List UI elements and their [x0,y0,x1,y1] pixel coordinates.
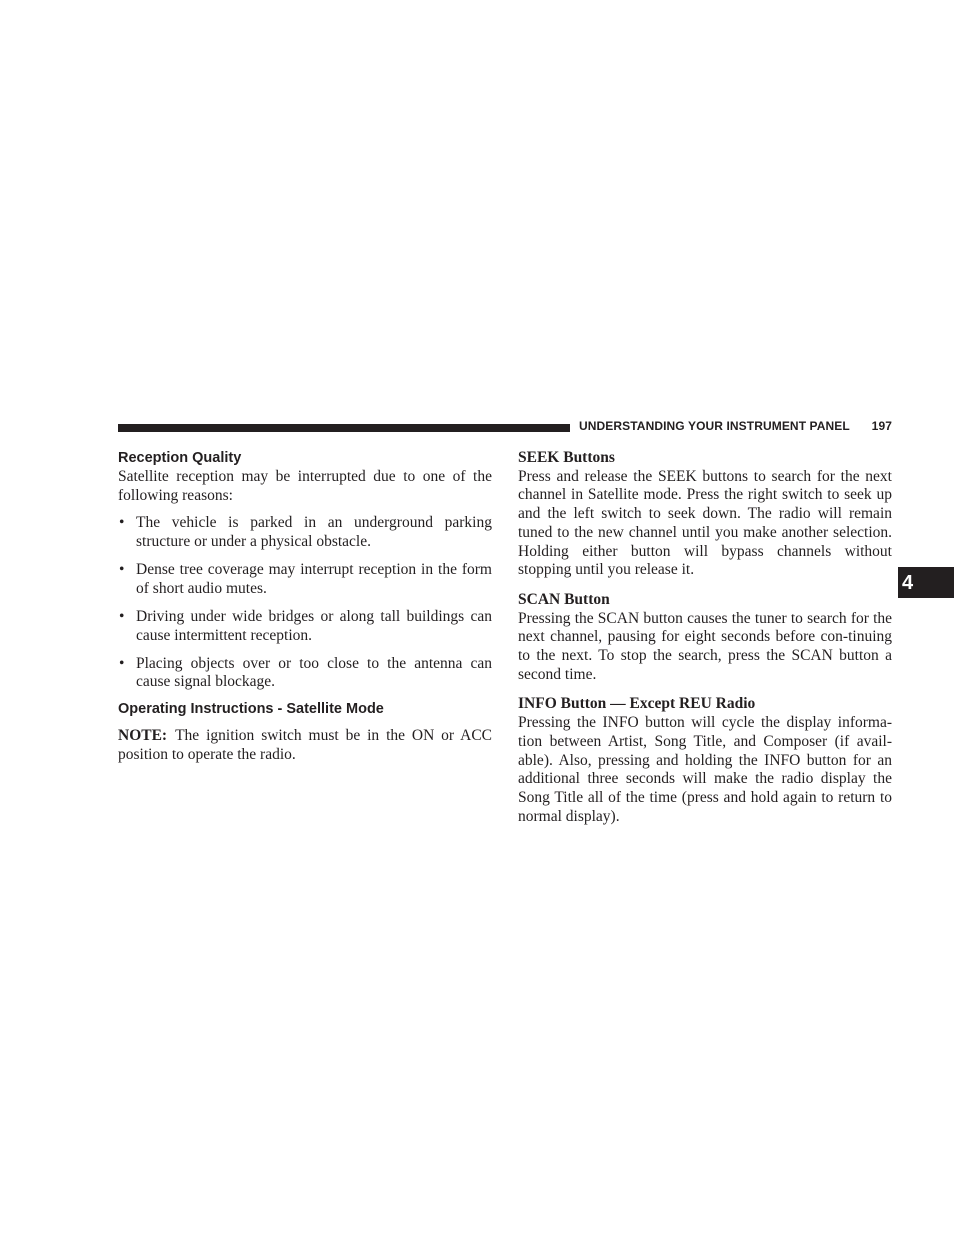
running-header [579,419,892,433]
operating-instructions-heading: Operating Instructions - Satellite Mode [118,701,384,718]
note-label: NOTE: [118,727,168,745]
note-paragraph [118,727,492,764]
info-button-heading: INFO Button — Except REU Radio [518,695,756,713]
page-number: 197 [871,419,892,433]
scan-button-heading: SCAN Button [518,590,610,608]
reception-quality-heading: Reception Quality [118,450,242,466]
left-column [118,446,492,765]
list-item [118,514,492,551]
bullet-text: Driving under wide bridges or along tall buildings can cause intermittent reception. [136,607,492,644]
bullet-icon: • [119,607,125,625]
reception-intro: Satellite reception may be interrupted due to one of the following reasons: [118,468,492,504]
right-column [518,446,892,826]
header-rule [118,424,570,432]
bullet-text: The vehicle is parked in an underground parking structure or under a physical obstacle. [136,514,492,551]
bullet-text: Dense tree coverage may interrupt reception in the form of short audio mutes. [136,561,492,597]
note-text: The ignition switch must be in the ON or ACC position to operate the radio. [118,727,492,763]
bullet-icon: • [119,654,125,672]
header-title: UNDERSTANDING YOUR INSTRUMENT PANEL [579,419,850,433]
info-text: Pressing the INFO button will cycle the display informa-tion between Artist, Song Title, and Composer (if avail-able). Also, pressing and holding the INFO button for an additional three seconds will make the radio display the Song Title all of the time (press and hold again to return to normal display). [518,714,892,825]
list-item [118,561,492,598]
bullet-text: Placing objects over or too close to the antenna can cause signal blockage. [136,654,492,691]
bullet-icon: • [119,514,125,532]
reception-bullet-list [118,514,492,692]
list-item [118,608,492,645]
chapter-tab: 4 [898,567,954,598]
bullet-icon: • [119,561,125,579]
list-item [118,655,492,692]
seek-text: Press and release the SEEK buttons to search for the next channel in Satellite mode. Press the right switch to seek up and the left switch to seek down. The radio will remain tuned to the new channel until you make another selection. Holding either button will bypass channels without stopping until you release it. [518,467,892,579]
scan-text: Pressing the SCAN button causes the tuner to search for the next channel, pausing for eight seconds before con-tinuing to the next. To stop the search, press the SCAN button a second time. [518,609,892,683]
seek-buttons-heading: SEEK Buttons [518,449,615,466]
